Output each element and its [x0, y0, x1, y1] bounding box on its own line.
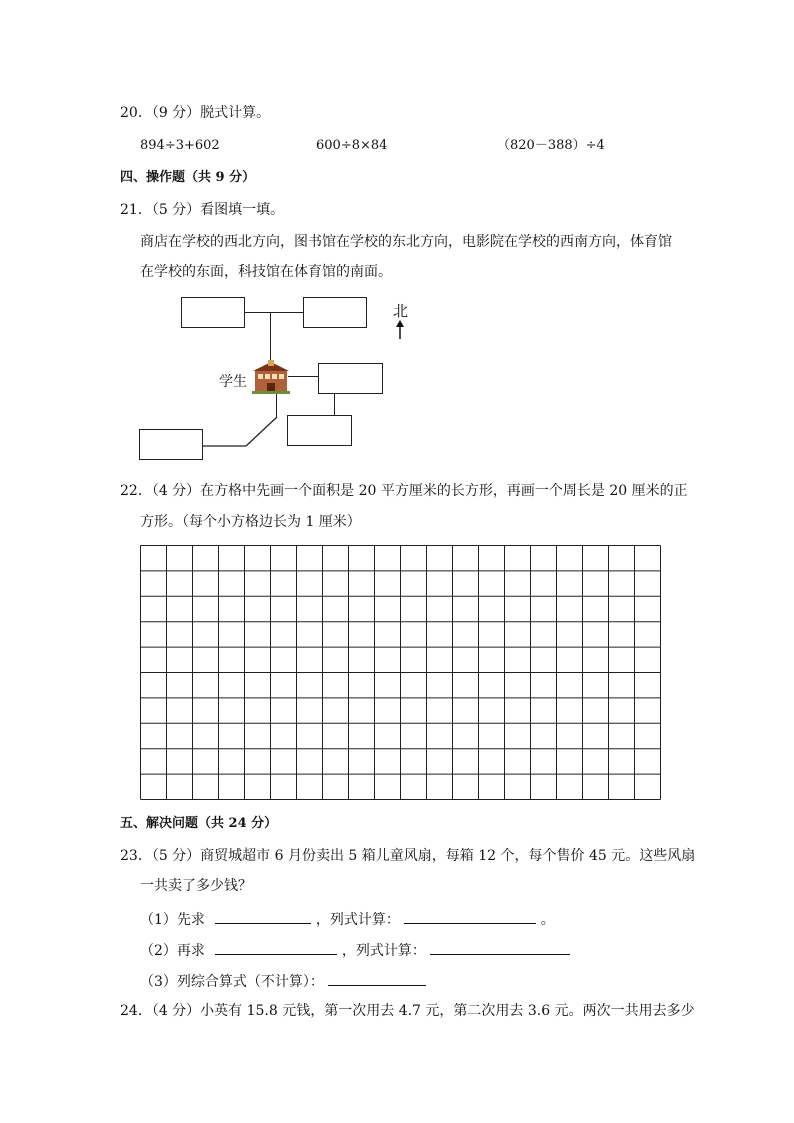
q21-title: 21．（5 分）看图填一填。 [120, 202, 285, 218]
section-4-heading: 四、操作题（共 9 分） [120, 170, 256, 185]
answer-box-gym[interactable] [318, 363, 383, 394]
step-3-blank-expression[interactable] [328, 971, 426, 986]
school-label: 学生 [219, 374, 247, 390]
q23-text-line-2: 一共卖了多少钱？ [140, 878, 252, 894]
answer-box-shop[interactable] [181, 297, 245, 328]
answer-box-cinema[interactable] [139, 429, 203, 460]
q21-text-line-1: 商店在学校的西北方向，图书馆在学校的东北方向，电影院在学校的西南方向，体育馆 [140, 234, 672, 250]
line-to-cinema [200, 416, 280, 450]
q22-text-line-2: 方形。（每个小方格边长为 1 厘米） [140, 514, 361, 530]
step-2-blank-what[interactable] [215, 940, 337, 955]
q20-expr-1: 894÷3+602 [140, 138, 220, 153]
q20-title: 20．（9 分）脱式计算。 [120, 105, 271, 121]
step-1-blank-expression[interactable] [404, 909, 536, 924]
step-2-label: （2）再求 [140, 943, 205, 959]
school-building-icon [252, 360, 290, 394]
section-5-heading: 五、解决问题（共 24 分） [120, 816, 278, 831]
q24-text-line-1: 24．（4 分）小英有 15.8 元钱，第一次用去 4.7 元，第二次用去 3.6 元。两次一共用去多少 [120, 1003, 695, 1019]
drawing-grid[interactable] [140, 545, 661, 800]
q23-step-1 [140, 909, 555, 929]
line-school-north [270, 312, 271, 366]
answer-box-library[interactable] [303, 297, 367, 328]
line-school-south [276, 394, 277, 418]
q21-text-line-2: 在学校的东面，科技馆在体育馆的南面。 [140, 264, 392, 280]
step-3-label: （3）列综合算式（不计算）： [140, 974, 324, 990]
step-1-blank-what[interactable] [215, 909, 311, 924]
line-to-library [244, 312, 304, 313]
step-1-calc-label: ，列式计算： [315, 912, 400, 928]
answer-box-tech-museum[interactable] [287, 415, 352, 446]
line-gym-to-tech [334, 393, 335, 415]
q23-step-3 [140, 971, 426, 991]
q20-expr-3: （820－388）÷4 [497, 138, 605, 153]
q22-text-line-1: 22．（4 分）在方格中先画一个面积是 20 平方厘米的长方形，再画一个周长是 20 厘米的正 [120, 483, 688, 499]
step-1-label: （1）先求 [140, 912, 205, 928]
q23-step-2 [140, 940, 570, 960]
north-arrow-icon [394, 320, 406, 340]
step-1-end: 。 [540, 912, 555, 928]
line-to-gym [288, 376, 318, 377]
step-2-blank-expression[interactable] [430, 940, 570, 955]
step-2-calc-label: ，列式计算： [341, 943, 426, 959]
q20-expr-2: 600÷8×84 [316, 138, 388, 153]
q23-text-line-1: 23．（5 分）商贸城超市 6 月份卖出 5 箱儿童风扇，每箱 12 个，每个售价 45 元。这些风扇 [120, 848, 696, 864]
north-label: 北 [393, 302, 409, 320]
